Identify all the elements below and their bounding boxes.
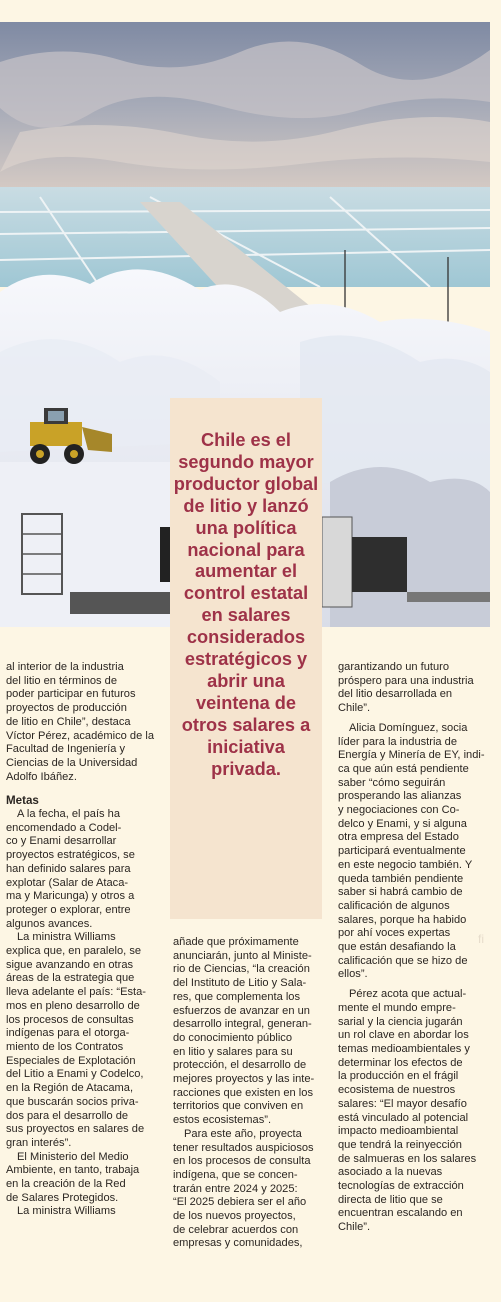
pull-quote-text: Chile es el segundo mayor productor global de litio y lanzó una política nacional para aumentar el control estatal en salares considerados estratégicos y abrir una veintena de otros salares a iniciativa privada. — [173, 430, 319, 779]
text-line: sus proyectos en salares de — [6, 1123, 145, 1136]
text-line: saber “cómo seguirán — [338, 776, 446, 789]
text-line: que buscarán socios priva- — [6, 1095, 139, 1108]
text-line: lleva adelante el país: “Esta- — [6, 986, 146, 999]
text-line: Energía y Minería de EY, indi- — [338, 749, 485, 762]
text-line: poder participar en futuros — [6, 688, 136, 701]
text-line: prosperando las alianzas — [338, 790, 462, 803]
text-line: “El 2025 debiera ser el año — [173, 1196, 307, 1209]
text-line: desarrollo integral, generan- — [173, 1018, 312, 1031]
text-line: saber si habrá cambio de — [338, 886, 463, 899]
text-line: Pérez acota que actual- — [349, 988, 467, 1001]
text-line: y negociaciones con Co- — [338, 804, 460, 817]
text-line: Ambiente, en tanto, trabaja — [6, 1164, 140, 1177]
article-column-2 — [173, 936, 333, 1251]
watermark-text: fi — [478, 932, 484, 946]
text-line: líder para la industria de — [338, 735, 458, 748]
text-line: empresas y comunidades, — [173, 1237, 303, 1250]
text-line: en la Región de Atacama, — [6, 1082, 134, 1095]
text-line: do conocimiento público — [173, 1031, 293, 1044]
text-line: estos ecosistemas”. — [173, 1114, 272, 1127]
text-line: Chile”. — [338, 1221, 371, 1234]
text-line: salares: “El mayor desafío — [338, 1097, 467, 1110]
text-line: ecosistema de nuestros — [338, 1084, 456, 1097]
text-line: han definido salares para — [6, 862, 131, 875]
text-line: en los procesos de consulta — [173, 1155, 311, 1168]
text-line: proyectos de producción — [6, 702, 127, 715]
text-line: La ministra Williams — [17, 931, 116, 944]
text-line: Ciencias de la Universidad — [6, 756, 138, 769]
text-line: mejores proyectos y las inte- — [173, 1073, 315, 1086]
text-line: dos para el desarrollo de — [6, 1109, 129, 1122]
text-line: racciones que existen en los — [173, 1086, 313, 1099]
text-line: co y Enami desarrollar — [6, 835, 117, 848]
text-line: anunciarán, junto al Ministe- — [173, 949, 312, 962]
text-line: sarial y la ciencia jugarán — [338, 1015, 463, 1028]
text-line: tecnologías de extracción — [338, 1180, 464, 1193]
text-line: Especiales de Explotación — [6, 1054, 136, 1067]
text-line: res, que complementa los — [173, 990, 301, 1003]
text-line: ma y Maricunga) y otros a — [6, 890, 135, 903]
text-line: tener resultados auspiciosos — [173, 1141, 314, 1154]
text-line: de Salares Protegidos. — [6, 1191, 119, 1204]
text-line: mente el mundo empre- — [338, 1001, 456, 1014]
text-line: explotar (Salar de Ataca- — [6, 876, 129, 889]
text-line: Facultad de Ingeniería y — [6, 743, 126, 756]
text-line: calificación que se hizo de — [338, 954, 468, 967]
text-line: temas medioambientales y — [338, 1042, 470, 1055]
text-line: algunos avances. — [6, 917, 93, 930]
text-line: queda también pendiente — [338, 872, 464, 885]
text-line: del litio en términos de — [6, 674, 117, 687]
text-line: la producción en el frágil — [338, 1070, 459, 1083]
text-line: indígena, que se concen- — [173, 1168, 298, 1181]
text-line: de salmueras en los salares — [338, 1152, 477, 1165]
text-line: encomendado a Codel- — [6, 821, 122, 834]
text-line: Chile”. — [338, 702, 371, 715]
text-line: Adolfo Ibáñez. — [6, 770, 77, 783]
text-line: del Litio a Enami y Codelco, — [6, 1068, 144, 1081]
text-line: salares, porque ha habido — [338, 913, 467, 926]
text-line: de celebrar acuerdos con — [173, 1223, 299, 1236]
text-line: los procesos de consultas — [6, 1013, 134, 1026]
text-line: en este negocio también. Y — [338, 858, 473, 871]
text-line: participará eventualmente — [338, 845, 466, 858]
text-line: directa de litio que se — [338, 1193, 443, 1206]
text-line: miento de los Contratos — [6, 1040, 124, 1053]
text-line: sigue avanzando en otras — [6, 958, 134, 971]
section-heading-metas: Metas — [6, 794, 39, 808]
text-line: en la creación de la Red — [6, 1178, 126, 1191]
article-column-3 — [338, 661, 498, 1235]
text-line: territorios que conviven en — [173, 1100, 304, 1113]
text-line: determinar los efectos de — [338, 1056, 463, 1069]
text-line: rio de Ciencias, “la creación — [173, 963, 310, 976]
text-line: mos en pleno desarrollo de — [6, 999, 140, 1012]
text-line: por ahí voces expertas — [338, 927, 451, 940]
text-line: encuentran escalando en — [338, 1207, 463, 1220]
text-line: protección, el desarrollo de — [173, 1059, 307, 1072]
text-line: ellos”. — [338, 968, 368, 981]
text-line: en litio y salares para su — [173, 1045, 293, 1058]
article-column-1 — [6, 661, 171, 1219]
text-line: que tendrá la reinyección — [338, 1138, 462, 1151]
text-line: delco y Enami, y si alguna — [338, 817, 467, 830]
text-line: garantizando un futuro — [338, 661, 450, 673]
text-line: Víctor Pérez, académico de la — [6, 729, 154, 742]
text-line: ca que aún está pendiente — [338, 762, 469, 775]
text-line: proyectos estratégicos, se — [6, 849, 135, 862]
text-line: al interior de la industria — [6, 661, 124, 673]
text-line: Para este año, proyecta — [184, 1127, 302, 1140]
text-line: del litio desarrollada en — [338, 688, 453, 701]
text-line: de los nuevos proyectos, — [173, 1210, 296, 1223]
text-line: proteger o explorar, entre — [6, 903, 131, 916]
text-line: explica que, en paralelo, se — [6, 945, 142, 958]
text-line: gran interés”. — [6, 1136, 72, 1149]
text-line: La ministra Williams — [17, 1205, 116, 1218]
text-line: esfuerzos de avanzar en un — [173, 1004, 310, 1017]
text-line: está vinculado al potencial — [338, 1111, 469, 1124]
text-line: A la fecha, el país ha — [17, 808, 120, 821]
text-line: próspero para una industria — [338, 674, 474, 687]
text-line: El Ministerio del Medio — [17, 1150, 129, 1163]
text-line: indígenas para el otorga- — [6, 1027, 130, 1040]
text-line: trarán entre 2024 y 2025: — [173, 1182, 298, 1195]
text-line: del Instituto de Litio y Sala- — [173, 977, 307, 990]
text-line: calificación de algunos — [338, 899, 450, 912]
text-line: de litio en Chile”, destaca — [6, 715, 131, 728]
text-line: áreas de la estrategia que — [6, 972, 135, 985]
text-line: que están desafiando la — [338, 941, 456, 954]
text-line: impacto medioambiental — [338, 1125, 459, 1138]
text-line: otra empresa del Estado — [338, 831, 459, 844]
text-line: un rol clave en abordar los — [338, 1029, 469, 1042]
text-line: añade que próximamente — [173, 936, 299, 948]
text-line: Alicia Domínguez, socia — [349, 721, 468, 734]
text-line: asociado a la nuevas — [338, 1166, 443, 1179]
